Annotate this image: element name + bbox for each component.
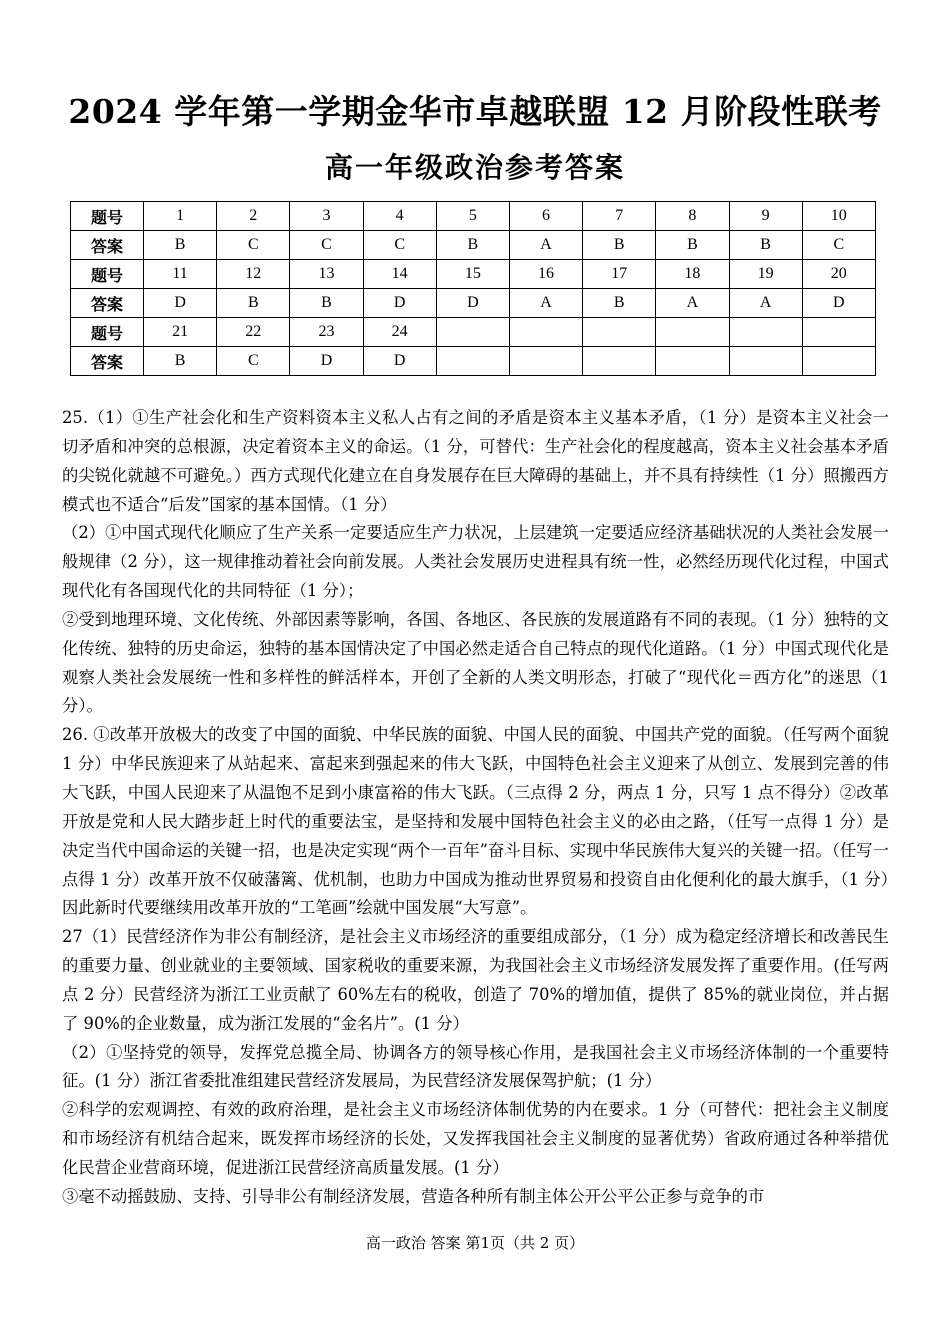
question-number-cell: 4: [363, 202, 436, 231]
question-number-cell: 2: [217, 202, 290, 231]
question-number-cell: 13: [290, 260, 363, 289]
question-number-cell: [436, 318, 509, 347]
paragraph-27-1: 27（1）民营经济作为非公有制经济，是社会主义市场经济的重要组成部分，（1 分）成为稳定经济增长和改善民生的重要力量、创业就业的主要领域、国家税收的重要来源，为我国社会主义市场经济发展发挥了重要作用。(任写两点 2 分）民营经济为浙江工业贡献了 60%左右的税收，创造了 70%的增加值，提供了 85%的就业岗位，并占据了 90%的企业数量，成为浙江发展的“金名片”。(1 分）: [62, 927, 889, 1033]
answer-cell: B: [217, 289, 290, 318]
question-number-row: [71, 202, 876, 231]
question-number-cell: 22: [217, 318, 290, 347]
question-number-cell: [729, 318, 802, 347]
answer-cell: B: [583, 231, 656, 260]
answer-key-subtitle: 高一年级政治参考答案: [324, 151, 625, 184]
question-number-cell: 1: [144, 202, 217, 231]
answer-cell: C: [363, 231, 436, 260]
answer-cell: [436, 347, 509, 376]
answer-cell: A: [509, 289, 582, 318]
answer-cell: D: [802, 289, 875, 318]
answer-cell: B: [656, 231, 729, 260]
question-number-cell: [583, 318, 656, 347]
paragraph-27-2-b: ②科学的宏观调控、有效的政府治理，是社会主义市场经济体制优势的内在要求。1 分（可替代：把社会主义制度和市场经济有机结合起来，既发挥市场经济的长处，又发挥我国社会主义制度的显著优势）省政府通过各种举措优化民营企业营商环境，促进浙江民营经济高质量发展。(1 分）: [62, 1100, 889, 1177]
answer-cell: [583, 347, 656, 376]
question-number-cell: 3: [290, 202, 363, 231]
answer-cell: B: [436, 231, 509, 260]
question-number-cell: 9: [729, 202, 802, 231]
question-number-row: [71, 260, 876, 289]
question-number-cell: 6: [509, 202, 582, 231]
question-label-cell: 题号: [71, 260, 144, 289]
question-label-cell: 题号: [71, 202, 144, 231]
paragraph-25-1: 25.（1）①生产社会化和生产资料资本主义私人占有之间的矛盾是资本主义基本矛盾，（1 分）是资本主义社会一切矛盾和冲突的总根源，决定着资本主义的命运。（1 分，可替代：生产社会化的程度越高，资本主义社会基本矛盾的尖锐化就越不可避免。）西方式现代化建立在自身发展存在巨大障碍的基础上，并不具有持续性（1 分）照搬西方模式也不适合“后发”国家的基本国情。（1 分）: [62, 408, 889, 514]
answer-cell: [729, 347, 802, 376]
question-number-cell: 8: [656, 202, 729, 231]
question-number-cell: 16: [509, 260, 582, 289]
answer-cell: B: [144, 231, 217, 260]
answer-cell: D: [363, 347, 436, 376]
question-number-cell: 19: [729, 260, 802, 289]
question-number-cell: 21: [144, 318, 217, 347]
answer-cell: B: [290, 289, 363, 318]
answer-label-cell: 答案: [71, 289, 144, 318]
answer-cell: C: [217, 347, 290, 376]
answer-cell: C: [217, 231, 290, 260]
exam-title: 2024 学年第一学期金华市卓越联盟 12 月阶段性联考: [68, 92, 882, 131]
answer-cell: D: [144, 289, 217, 318]
question-number-cell: [656, 318, 729, 347]
question-number-cell: 7: [583, 202, 656, 231]
answer-cell: A: [729, 289, 802, 318]
question-number-cell: 15: [436, 260, 509, 289]
question-number-cell: 18: [656, 260, 729, 289]
answer-table: [70, 201, 876, 376]
question-number-cell: 11: [144, 260, 217, 289]
paragraph-27-2-a: （2）①坚持党的领导，发挥党总揽全局、协调各方的领导核心作用，是我国社会主义市场经济体制的一个重要特征。(1 分）浙江省委批准组建民营经济发展局，为民营经济发展保驾护航；(1 分）: [62, 1042, 889, 1091]
paragraph-26: 26. ①改革开放极大的改变了中国的面貌、中华民族的面貌、中国人民的面貌、中国共产党的面貌。（任写两个面貌 1 分）中华民族迎来了从站起来、富起来到强起来的伟大飞跃，中国特色社会主义迎来了从创立、发展到完善的伟大飞跃，中国人民迎来了从温饱不足到小康富裕的伟大飞跃。（三点得 2 分，两点 1 分，只写 1 点不得分）②改革开放是党和人民大踏步赶上时代的重要法宝，是坚持和发展中国特色社会主义的必由之路，（任写一点得 1 分）是决定当代中国命运的关键一招，也是决定实现“两个一百年”奋斗目标、实现中华民族伟大复兴的关键一招。（任写一点得 1 分）改革开放不仅破藩篱、优机制，也助力中国成为推动世界贸易和投资自由化便利化的最大旗手，（1 分）因此新时代要继续用改革开放的“工笔画”绘就中国发展“大写意”。: [62, 725, 889, 918]
question-number-row: [71, 318, 876, 347]
page-footer: 高一政治 答案 第1页（共 2 页）: [365, 1234, 585, 1252]
answer-row: [71, 231, 876, 260]
answer-row: [71, 347, 876, 376]
answer-cell: A: [656, 289, 729, 318]
answer-cell: C: [290, 231, 363, 260]
question-number-cell: 12: [217, 260, 290, 289]
question-number-cell: 10: [802, 202, 875, 231]
answer-cell: D: [363, 289, 436, 318]
answer-cell: A: [509, 231, 582, 260]
question-number-cell: [802, 318, 875, 347]
question-number-cell: 23: [290, 318, 363, 347]
answer-cell: D: [290, 347, 363, 376]
answer-cell: [509, 347, 582, 376]
answer-cell: B: [729, 231, 802, 260]
answer-cell: C: [802, 231, 875, 260]
question-label-cell: 题号: [71, 318, 144, 347]
paragraph-25-2-b: ②受到地理环境、文化传统、外部因素等影响，各国、各地区、各民族的发展道路有不同的表现。（1 分）独特的文化传统、独特的历史命运，独特的基本国情决定了中国必然走适合自己特点的现代化道路。（1 分）中国式现代化是观察人类社会发展统一性和多样性的鲜活样本，开创了全新的人类文明形态，打破了“现代化＝西方化”的迷思（1 分）。: [62, 609, 889, 716]
answer-cell: B: [583, 289, 656, 318]
answer-label-cell: 答案: [71, 347, 144, 376]
question-number-cell: 14: [363, 260, 436, 289]
answer-explanations: [62, 404, 889, 1212]
paragraph-25-2-a: （2）①中国式现代化顺应了生产关系一定要适应生产力状况，上层建筑一定要适应经济基础状况的人类社会发展一般规律（2 分），这一规律推动着社会向前发展。人类社会发展历史进程具有统一性，必然经历现代化过程，中国式现代化有各国现代化的共同特征（1 分）；: [62, 523, 889, 601]
question-number-cell: 5: [436, 202, 509, 231]
paragraph-27-2-c: ③毫不动摇鼓励、支持、引导非公有制经济发展，营造各种所有制主体公开公平公正参与竞争的市: [62, 1186, 765, 1206]
answer-cell: D: [436, 289, 509, 318]
question-number-cell: 20: [802, 260, 875, 289]
question-number-cell: 17: [583, 260, 656, 289]
answer-cell: [802, 347, 875, 376]
question-number-cell: [509, 318, 582, 347]
question-number-cell: 24: [363, 318, 436, 347]
answer-cell: B: [144, 347, 217, 376]
answer-row: [71, 289, 876, 318]
answer-label-cell: 答案: [71, 231, 144, 260]
answer-cell: [656, 347, 729, 376]
